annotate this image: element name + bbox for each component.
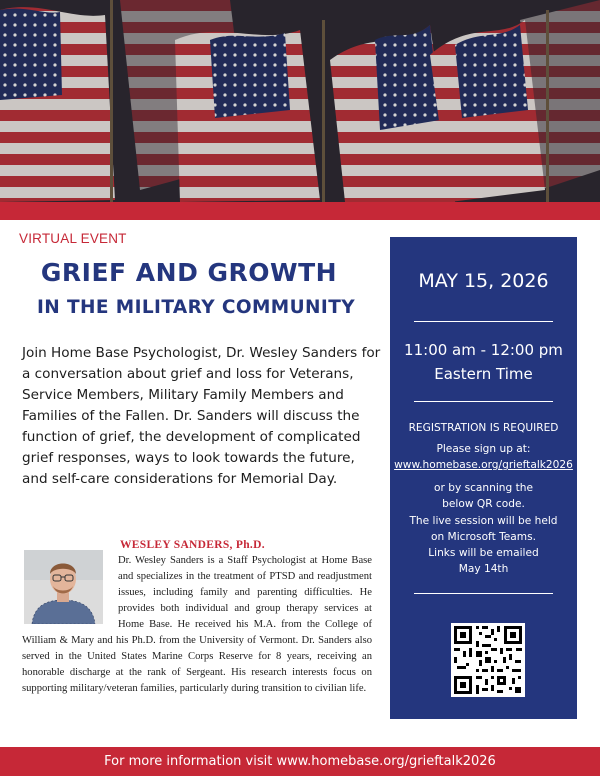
signup-prompt: Please sign up at: xyxy=(436,443,531,455)
event-title-line2: IN THE MILITARY COMMUNITY xyxy=(36,297,356,318)
flags-illustration xyxy=(0,0,600,202)
divider xyxy=(414,401,553,402)
registration-required: REGISTRATION IS REQUIRED xyxy=(408,422,559,434)
footer-info: For more information visit www.homebase.org/grieftalk2026 xyxy=(0,747,600,776)
event-timezone: Eastern Time xyxy=(434,365,533,383)
signup-link[interactable]: www.homebase.org/grieftalk2026 xyxy=(394,459,573,471)
divider xyxy=(414,321,553,322)
qr-instruction-1: or by scanning the xyxy=(434,482,533,494)
speaker-bio-text: Dr. Wesley Sanders is a Staff Psychologist at Home Base and specializes in the treatment of PTSD and readjustment issues, including family and parenting difficulties. He provides both individual and group therapy services at Home Base. He received his M.A. from the College of William & Mary and his Ph.D. from the University of Vermont. Dr. Sanders also served in the United States Marine Corps Reserve for 8 years, receiving an honorable discharge at the rank of Sergeant. His research interests focus on supporting military/veteran families, particularly during transition to civilian life. xyxy=(22,555,372,694)
session-info-1: The live session will be held xyxy=(409,515,558,527)
hero-flag-photo xyxy=(0,0,600,202)
event-title-line1: GRIEF AND GROWTH xyxy=(40,258,338,287)
session-info-2: on Microsoft Teams. xyxy=(430,531,537,543)
event-type-label: VIRTUAL EVENT xyxy=(19,231,127,246)
event-description: Join Home Base Psychologist, Dr. Wesley Sanders for a conversation about grief and loss for Veterans, Service Members, Military Family Members and Families of the Fallen. Dr. Sanders will discuss the function of grief, the development of complicated grief responses, ways to look towards the future, and self-care considerations for Memorial Day. xyxy=(22,345,381,487)
bio-photo-spacer xyxy=(22,553,118,626)
speaker-bio xyxy=(22,553,372,697)
links-info-2: May 14th xyxy=(458,563,509,575)
event-time: 11:00 am - 12:00 pm xyxy=(404,341,563,359)
speaker-name: WESLEY SANDERS, Ph.D. xyxy=(120,539,265,551)
divider xyxy=(414,593,553,594)
qr-instruction-2: below QR code. xyxy=(442,498,525,510)
red-banner xyxy=(0,202,600,220)
event-details-panel xyxy=(390,237,577,719)
event-date: MAY 15, 2026 xyxy=(418,270,549,292)
qr-code[interactable] xyxy=(451,623,525,697)
links-info-1: Links will be emailed xyxy=(428,547,539,559)
